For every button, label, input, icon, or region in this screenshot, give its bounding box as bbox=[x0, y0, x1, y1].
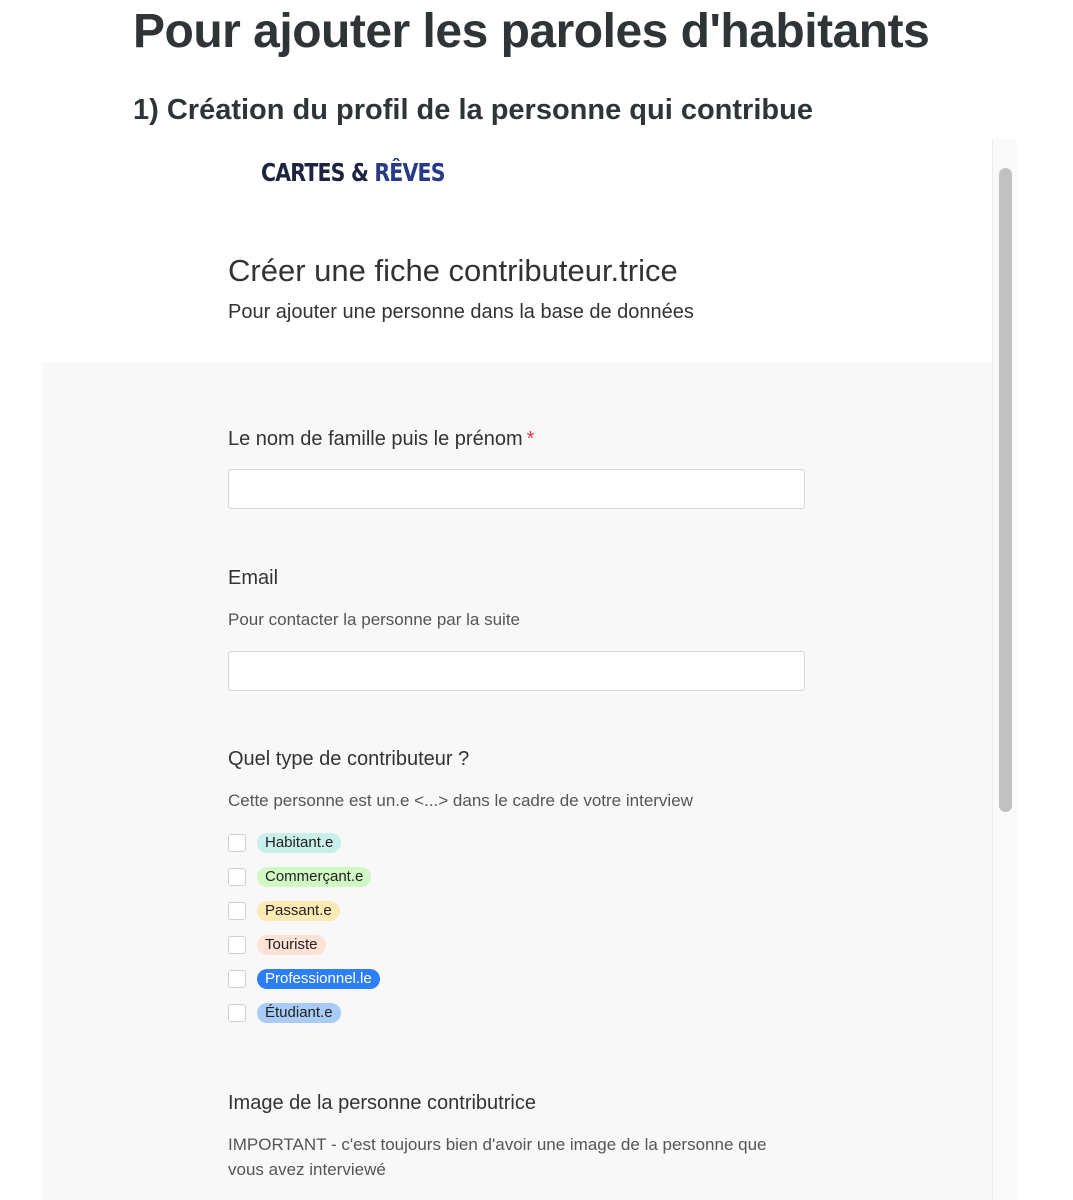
type-field-label: Quel type de contributeur ? bbox=[228, 748, 470, 770]
option-label: Professionnel.le bbox=[257, 969, 380, 989]
option-etudiant[interactable] bbox=[228, 1002, 341, 1024]
checkbox[interactable] bbox=[228, 936, 246, 954]
required-mark: * bbox=[526, 428, 535, 450]
cartes-reves-logo: CARTES & RÊVES bbox=[261, 158, 445, 187]
email-input[interactable] bbox=[228, 651, 805, 691]
option-label: Touriste bbox=[257, 935, 326, 955]
option-label: Étudiant.e bbox=[257, 1003, 341, 1023]
checkbox[interactable] bbox=[228, 834, 246, 852]
option-label: Passant.e bbox=[257, 901, 340, 921]
option-habitant[interactable] bbox=[228, 832, 341, 854]
option-label: Habitant.e bbox=[257, 833, 341, 853]
form-body bbox=[42, 362, 992, 1200]
option-touriste[interactable] bbox=[228, 934, 326, 956]
scrollbar[interactable] bbox=[992, 139, 1017, 1200]
image-field-help: IMPORTANT - c'est toujours bien d'avoir une image de la personne que vous avez interviewé bbox=[228, 1135, 767, 1179]
form-embed bbox=[42, 139, 1017, 1200]
checkbox[interactable] bbox=[228, 868, 246, 886]
checkbox[interactable] bbox=[228, 1004, 246, 1022]
image-field-label: Image de la personne contributrice bbox=[228, 1092, 536, 1114]
form-subtitle: Pour ajouter une personne dans la base de données bbox=[228, 301, 694, 323]
scrollbar-thumb[interactable] bbox=[999, 168, 1012, 812]
type-field-help: Cette personne est un.e <...> dans le cadre de votre interview bbox=[228, 791, 693, 810]
option-professionnel[interactable] bbox=[228, 968, 380, 990]
name-input[interactable] bbox=[228, 469, 805, 509]
page-title: Pour ajouter les paroles d'habitants bbox=[133, 5, 930, 58]
option-commercant[interactable] bbox=[228, 866, 371, 888]
checkbox[interactable] bbox=[228, 970, 246, 988]
section-title: 1) Création du profil de la personne qui contribue bbox=[133, 94, 813, 126]
option-passant[interactable] bbox=[228, 900, 340, 922]
form-title: Créer une fiche contributeur.trice bbox=[228, 253, 678, 288]
option-label: Commerçant.e bbox=[257, 867, 371, 887]
name-field-label: Le nom de famille puis le prénom * bbox=[228, 428, 535, 450]
email-field-label: Email bbox=[228, 567, 279, 589]
email-field-help: Pour contacter la personne par la suite bbox=[228, 610, 521, 629]
checkbox[interactable] bbox=[228, 902, 246, 920]
